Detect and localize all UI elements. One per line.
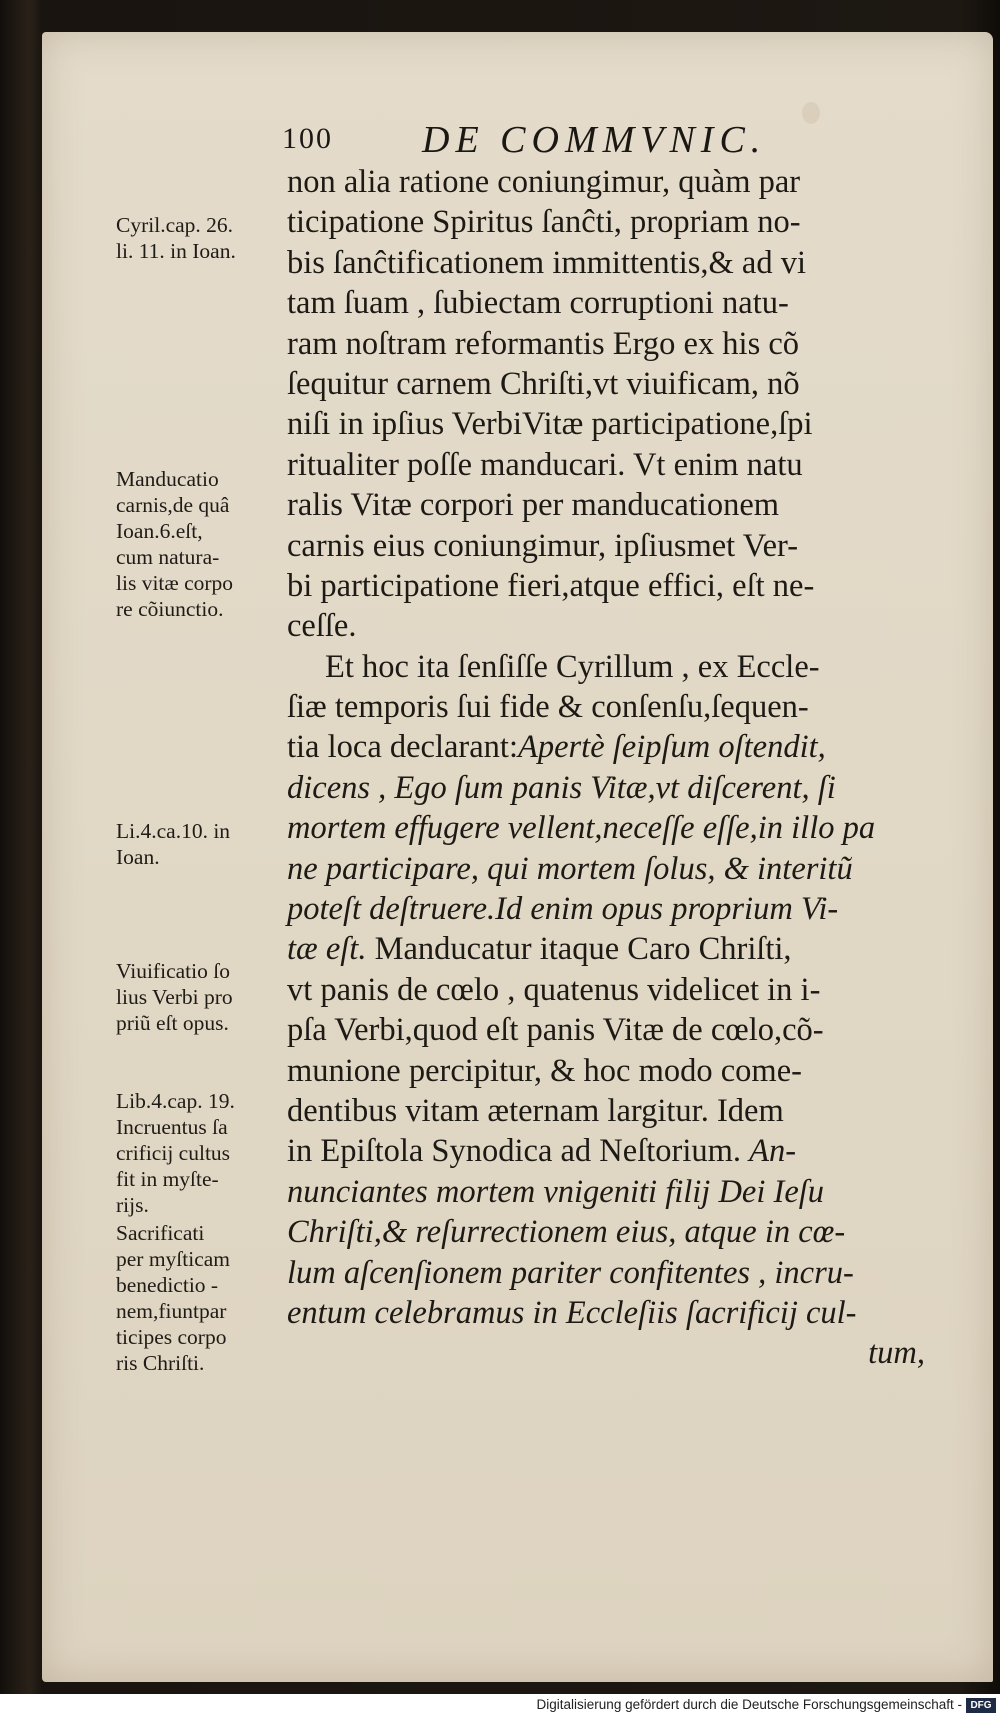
text-line: ne participare, qui mortem ſolus, & interitũ: [287, 850, 853, 887]
margin-note: [116, 212, 292, 264]
quote-run: An-: [749, 1133, 797, 1170]
text-line: mortem effugere vellent,neceſſe eſſe,in illo pa: [287, 810, 876, 847]
text-line: ſequitur carnem Chriſti,vt viuificam, nõ: [287, 365, 800, 402]
text-line: [287, 1131, 937, 1171]
text-line: vt panis de cœlo , quatenus videlicet in i-: [287, 971, 821, 1008]
margin-note-line: priũ eſt opus.: [116, 1011, 229, 1035]
margin-note: [116, 1220, 292, 1376]
margin-note: [116, 958, 292, 1036]
margin-note-line: crificij cultus: [116, 1141, 231, 1165]
text-line: Chriſti,& reſurrectionem eius, atque in cœ-: [287, 1214, 846, 1251]
margin-note-line: lis vitæ corpo: [116, 571, 234, 595]
text-line: nunciantes mortem vnigeniti filij Dei Ieſu: [287, 1173, 825, 1210]
text-line: [287, 727, 937, 767]
margin-note-line: rijs.: [116, 1193, 149, 1217]
page-header: [282, 118, 842, 168]
margin-note: [116, 818, 292, 870]
dfg-logo: DFG: [966, 1698, 996, 1713]
text-line: dicens , Ego ſum panis Vitæ,vt diſcerent, ſi: [287, 769, 836, 806]
text-line: tam ſuam , ſubiectam corruptioni natu-: [287, 285, 789, 322]
text-line: ritualiter poſſe manducari. Vt enim natu: [287, 446, 803, 483]
margin-note-line: re cõiunctio.: [116, 597, 224, 621]
text-run: in Epiſtola Synodica ad Neſtorium.: [287, 1133, 742, 1170]
margin-note-line: Viuificatio ſo: [116, 959, 230, 983]
margin-note-line: fit in myſte-: [116, 1167, 219, 1191]
margin-note-line: Cyril.cap. 26.: [116, 213, 234, 237]
margin-note-line: Ioan.: [116, 845, 160, 869]
text-line: Et hoc ita ſenſiſſe Cyrillum , ex Eccle-: [325, 648, 820, 685]
margin-note: [116, 1088, 292, 1218]
funding-credit: Digitalisierung gefördert durch die Deutsche Forschungsgemeinschaft -: [536, 1697, 962, 1712]
text-line: ram noſtram reformantis Ergo ex his cõ: [287, 325, 800, 362]
main-text-block: [287, 162, 937, 1374]
digitization-footer: [0, 1694, 1000, 1718]
text-line: poteſt deſtruere.Id enim opus proprium Vi-: [287, 891, 839, 928]
margin-note-line: benedictio -: [116, 1273, 219, 1297]
margin-note-line: Ioan.6.eſt,: [116, 519, 203, 543]
catchword: tum,: [868, 1335, 925, 1372]
margin-note-line: Incruentus ſa: [116, 1115, 228, 1139]
text-line: ſiæ temporis ſui fide & conſenſu,ſequen-: [287, 689, 809, 726]
margin-note-line: lius Verbi pro: [116, 985, 233, 1009]
margin-note: [116, 466, 292, 622]
margin-notes: [0, 0, 290, 1718]
margin-note-line: li. 11. in Ioan.: [116, 239, 236, 263]
quote-run: Apertè ſeipſum oſtendit,: [517, 729, 826, 766]
quote-run: tæ eſt.: [287, 931, 367, 968]
text-line: pſa Verbi,quod eſt panis Vitæ de cœlo,cõ-: [287, 1012, 824, 1049]
margin-note-line: ris Chriſti.: [116, 1351, 205, 1375]
margin-note-line: carnis,de quâ: [116, 493, 230, 517]
text-line: ceſſe.: [287, 608, 357, 645]
running-title: DE COMMVNIC.: [422, 119, 767, 161]
text-line: [287, 929, 937, 969]
page-number: 100: [282, 122, 333, 155]
text-line: bis ſanĉtificationem immittentis,& ad vi: [287, 244, 807, 281]
margin-note-line: Manducatio: [116, 467, 219, 491]
margin-note-line: Sacrificati: [116, 1221, 205, 1245]
margin-note-line: nem,fiuntpar: [116, 1299, 227, 1323]
text-line: ralis Vitæ corpori per manducationem: [287, 487, 780, 524]
text-line: ticipatione Spiritus ſanĉti, propriam no-: [287, 204, 801, 241]
margin-note-line: ticipes corpo: [116, 1325, 227, 1349]
text-run: Manducatur itaque Caro Chriſti,: [374, 931, 792, 968]
text-run: tia loca declarant:: [287, 729, 518, 766]
margin-note-line: cum natura-: [116, 545, 220, 569]
text-line: lum aſcenſionem pariter confitentes , incru-: [287, 1254, 854, 1291]
text-line: niſi in ipſius VerbiVitæ participatione,ſpi: [287, 406, 813, 443]
text-line: carnis eius coniungimur, ipſiusmet Ver-: [287, 527, 799, 564]
margin-note-line: Lib.4.cap. 19.: [116, 1089, 235, 1113]
text-line: non alia ratione coniungimur, quàm par: [287, 164, 801, 200]
margin-note-line: Li.4.ca.10. in: [116, 819, 231, 843]
text-line: munione percipitur, & hoc modo come-: [287, 1052, 802, 1089]
text-line: bi participatione fieri,atque effici, eſt ne-: [287, 567, 815, 604]
text-line: dentibus vitam æternam largitur. Idem: [287, 1092, 784, 1129]
margin-note-line: per myſticam: [116, 1247, 231, 1271]
text-line: entum celebramus in Eccleſiis ſacrificij cul-: [287, 1294, 857, 1331]
